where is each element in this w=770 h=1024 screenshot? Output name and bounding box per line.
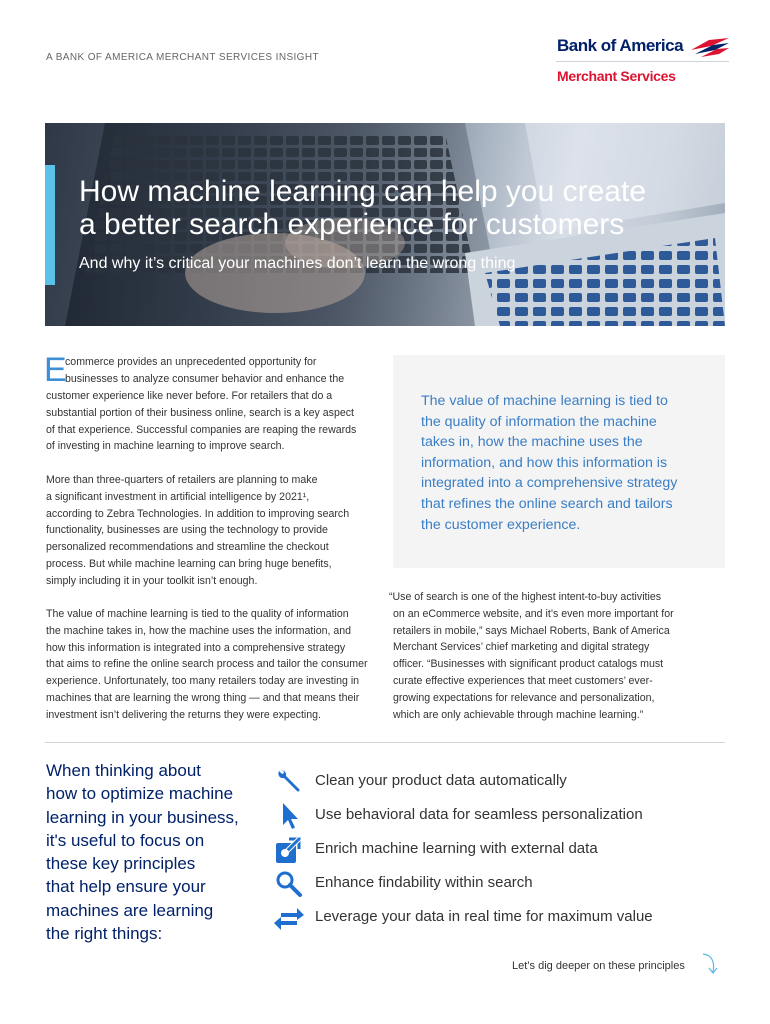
exchange-arrows-icon — [273, 903, 305, 933]
value-paragraph — [46, 606, 368, 724]
text-line: growing expectations for relevance and personalization, — [393, 691, 655, 704]
text-line: The value of machine learning is tied to the quality of information — [46, 608, 349, 620]
text-line: machines are learning — [46, 900, 214, 920]
title-line: a better search experience for customers — [79, 208, 625, 241]
principle-label: Leverage your data in real time for maximum value — [315, 908, 653, 925]
bank-of-america-logo[interactable] — [556, 36, 734, 86]
text-line: process. But while machine learning can bring huge benefits, — [46, 557, 332, 570]
logo-brand-name: Bank of America — [557, 36, 684, 55]
logo-divider — [556, 61, 729, 62]
text-line: More than three-quarters of retailers are planning to make — [46, 474, 318, 486]
cursor-icon — [273, 801, 305, 831]
drop-cap: E — [44, 351, 67, 389]
principle-item[interactable] — [273, 869, 733, 899]
text-line: according to Zebra Technologies. In addition to improving search — [46, 507, 350, 520]
text-line: businesses to analyze consumer behavior and enhance the — [65, 372, 345, 385]
section-divider — [45, 742, 725, 743]
text-line: takes in, how the machine uses the — [421, 434, 643, 451]
text-line: customer experience like never before. For retailers that do a — [46, 390, 333, 402]
principle-item[interactable] — [273, 903, 733, 933]
text-line: a significant investment in artificial intelligence by 2021¹, — [46, 490, 310, 503]
text-line: of investing in machine learning to improve search. — [46, 440, 285, 453]
hero-accent-bar — [45, 165, 55, 285]
text-line: that refines the online search and tailors — [421, 495, 673, 512]
text-line: the quality of information the machine — [421, 413, 657, 430]
text-line: functionality, businesses are using the technology to provide — [46, 524, 328, 537]
principle-label: Enhance findability within search — [315, 874, 533, 891]
title-line: How machine learning can help you create — [79, 175, 646, 208]
text-line: that help ensure your — [46, 877, 206, 897]
text-line: the machine takes in, how the machine uses the information, and — [46, 624, 352, 637]
text-line: it's useful to focus on — [46, 830, 205, 850]
search-icon — [273, 869, 305, 899]
text-line: experience. Unfortunately, too many retailers today are investing in — [46, 675, 360, 688]
pull-quote-text — [421, 391, 677, 535]
text-line: commerce provides an unprecedented opportunity for — [65, 356, 317, 368]
text-line: information, and how this information is — [421, 454, 668, 471]
principle-label: Clean your product data automatically — [315, 772, 567, 789]
text-line: that aims to refine the online search process and tailor the consumer — [46, 658, 368, 671]
flag-logo-icon — [689, 36, 731, 58]
text-line: the right things: — [46, 924, 163, 944]
dig-deeper-link[interactable]: Let’s dig deeper on these principles — [512, 960, 685, 972]
text-line: how to optimize machine — [46, 784, 234, 804]
insight-label: A BANK OF AMERICA MERCHANT SERVICES INSIGHT — [46, 52, 319, 63]
intro-paragraph-head — [65, 354, 344, 388]
wrench-icon — [273, 767, 305, 797]
retailer-investment-paragraph — [46, 472, 349, 590]
text-line: When thinking about — [46, 761, 201, 780]
text-line: on an eCommerce website, and it’s even more important for — [393, 607, 674, 620]
external-data-icon — [273, 835, 305, 865]
text-line: the customer experience. — [421, 516, 581, 533]
intro-paragraph-body — [46, 388, 356, 455]
text-line: officer. “Businesses with significant product catalogs must — [393, 658, 664, 671]
text-line: which are only achievable through machine learning.” — [393, 708, 644, 721]
text-line: simply including it in your toolkit isn’t enough. — [46, 574, 258, 587]
text-line: investment isn’t delivering the returns they were expecting. — [46, 708, 321, 721]
page-subtitle: And why it’s critical your machines don’t learn the wrong thing — [79, 255, 516, 272]
principle-item[interactable] — [273, 767, 733, 797]
principle-label: Enrich machine learning with external data — [315, 840, 598, 857]
text-line: integrated into a comprehensive strategy — [421, 475, 678, 492]
curved-arrow-down-icon — [700, 952, 722, 976]
hero-banner — [45, 123, 725, 326]
text-line: “Use of search is one of the highest intent-to-buy activities — [389, 591, 662, 603]
text-line: retailers in mobile,” says Michael Roberts, Bank of America — [393, 624, 670, 637]
principles-intro — [46, 759, 239, 945]
principle-label: Use behavioral data for seamless personalization — [315, 806, 643, 823]
principle-item[interactable] — [273, 801, 733, 831]
text-line: learning in your business, — [46, 807, 239, 827]
text-line: personalized recommendations and streamline the checkout — [46, 541, 329, 554]
text-line: Merchant Services’ chief marketing and digital strategy — [393, 641, 650, 654]
logo-subtitle: Merchant Services — [557, 68, 676, 84]
text-line: how this information is integrated into a comprehensive strategy — [46, 641, 346, 654]
text-line: of that experience. Successful companies are reaping the rewards — [46, 423, 357, 436]
text-line: machines that are learning the wrong thing — and that means their — [46, 691, 360, 704]
text-line: curate effective experiences that meet customers’ ever- — [393, 674, 653, 687]
principle-item[interactable] — [273, 835, 733, 865]
text-line: substantial portion of their business online, search is a key aspect — [46, 406, 354, 419]
executive-quote — [389, 589, 674, 723]
page-title — [79, 175, 719, 241]
text-line: these key principles — [46, 854, 196, 874]
text-line: The value of machine learning is tied to — [421, 393, 668, 409]
